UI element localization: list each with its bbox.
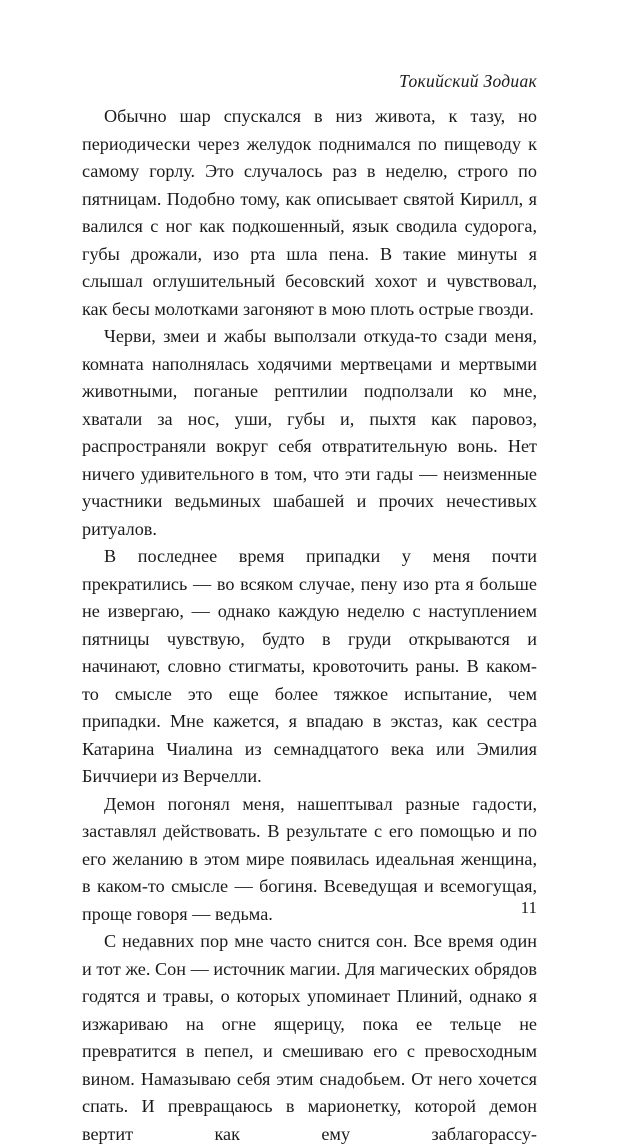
page-number: 11 <box>520 898 537 917</box>
running-header: Токийский Зодиак <box>399 71 537 91</box>
paragraph: В последнее время припадки у меня почти прекратились — во всяком случае, пену изо рта я больше не извергаю, — однако каждую неделю с наступлением пятницы чувствую, будто в груди открываются и начинают, словно стигматы, кровоточить раны. В каком-то смысле это еще более тяжкое испытание, чем припадки. Мне кажется, я впадаю в экстаз, как сестра Катарина Чиалина из семнадцатого века или Эмилия Биччиери из Верчелли. <box>82 546 537 786</box>
paragraph: С недавних пор мне часто снится сон. Все время один и тот же. Сон — источник магии. Для магических обрядов годятся и травы, о которых упоминает Плиний, однако я изжариваю на огне ящерицу, пока ее тельце не превратится в пепел, и смешиваю его с превосходным вином. Намазываю себя этим снадобьем. От него хочется спать. И превращаюсь в марионетку, которой демон вертит как ему заблагорассу- <box>82 931 537 1144</box>
body-text <box>82 103 537 1148</box>
paragraph: Черви, змеи и жабы выползали откуда-то сзади меня, комната наполнялась ходячими мертвецами и мертвыми животными, поганые рептилии подползали ко мне, хватали за нос, уши, губы и, пыхтя как паровоз, распространяли вокруг себя отвратительную вонь. Нет ничего удивительного в том, что эти гады — неизменные участники ведьминых шабашей и прочих нечестивых ритуалов. <box>82 326 537 539</box>
paragraph: Обычно шар спускался в низ живота, к тазу, но периодически через желудок поднимался по пищеводу к самому горлу. Это случалось раз в неделю, строго по пятницам. Подобно тому, как описывает святой Кирилл, я валился с ног как подкошенный, язык сводила судорога, губы дрожали, изо рта шла пена. В такие минуты я слышал оглушительный бесовский хохот и чувствовал, как бесы молотками загоняют в мою плоть острые гвозди. <box>82 106 537 319</box>
paragraph: Демон погонял меня, нашептывал разные гадости, заставлял действовать. В результате с его помощью и по его желанию в этом мире появилась идеальная женщина, в каком-то смысле — богиня. Всеведущая и всемогущая, проще говоря — ведьма. <box>82 793 537 924</box>
